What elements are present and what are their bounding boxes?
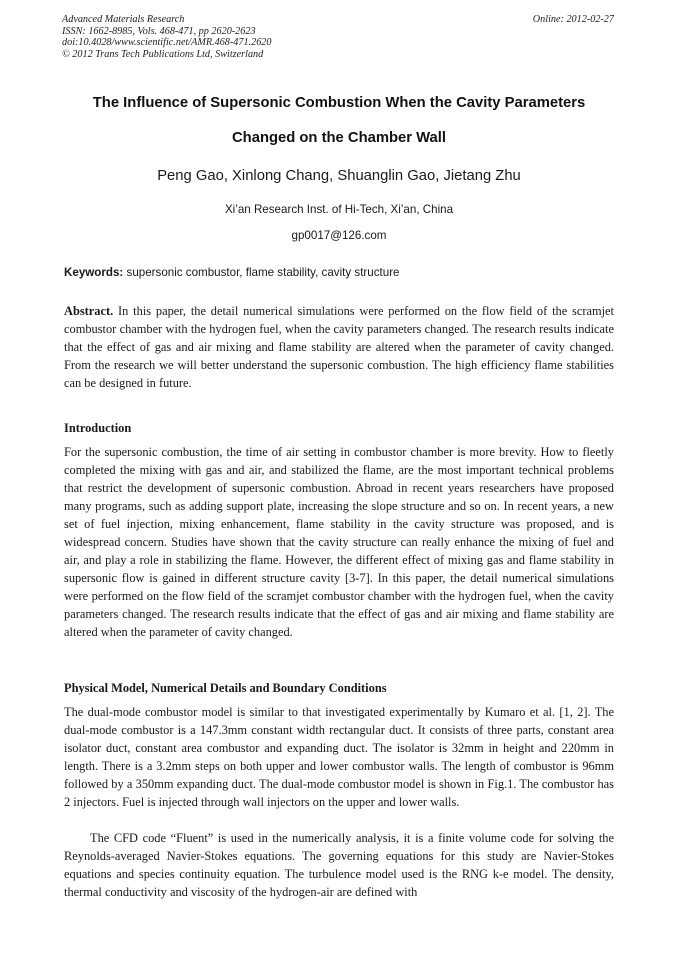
abstract: [64, 302, 614, 392]
contact-email: gp0017@126.com: [291, 229, 387, 242]
journal-header: [62, 14, 442, 60]
author-list: Peng Gao, Xinlong Chang, Shuanglin Gao, Jietang Zhu: [157, 168, 521, 184]
physical-model-paragraph-2: The CFD code “Fluent” is used in the numerically analysis, it is a finite volume code for solving the Reynolds-averaged Navier-Stokes equations. The governing equations for this study are Navier-Stokes equations and species continuity equation. The turbulence model used is the RNG k-e model. The density, thermal conductivity and viscosity of the hydrogen-air are defined with: [64, 831, 614, 899]
keywords-text: supersonic combustor, flame stability, cavity structure: [126, 266, 400, 279]
abstract-text: In this paper, the detail numerical simulations were performed on the flow field of the scramjet combustor chamber with the hydrogen fuel, when the cavity parameters changed. The research results indicate that the effect of gas and air mixing and flame stability are altered when the parameter of cavity changed. From the research we will better understand the supersonic combustion. The high efficiency flame stabilities can be designed in future.: [64, 304, 614, 390]
affiliation: Xi’an Research Inst. of Hi-Tech, Xi’an, China: [224, 203, 454, 216]
introduction-heading: Introduction: [64, 421, 132, 435]
copyright-line: © 2012 Trans Tech Publications Ltd, Switzerland: [62, 48, 264, 60]
paper-title: [40, 86, 638, 156]
introduction-paragraph: For the supersonic combustion, the time of air setting in combustor chamber is more brevity. How to fleetly completed the mixing with gas and air, and stabilized the flame, are the most important technical problems that restrict the development of supersonic combustion. Abroad in recent years researchers have proposed many programs, such as adding support plate, increasing the slope structure and so on. In recent years, a new set of fuel injection, mixing enhancement, flame stability in the cavity structure was proposed, and is widespread concern. Studies have shown that the cavity structure can really enhance the mixing of fuel and air, and play a role in stabilizing the flame. However, the different effect of mixing gas and flame stability in supersonic flow is gained in different structure cavity [3-7]. In this paper, the detail numerical simulations were performed on the flow field of the scramjet combustor chamber with the hydrogen fuel, when the cavity parameters changed. The research results indicate that the effect of gas and air mixing and flame stability are altered when the parameter of cavity changed.: [64, 445, 614, 639]
physical-model-heading: Physical Model, Numerical Details and Boundary Conditions: [64, 681, 387, 695]
title-line-2: Changed on the Chamber Wall: [231, 130, 447, 146]
doi-line: doi:10.4028/www.scientific.net/AMR.468-471.2620: [62, 37, 272, 48]
keywords: [64, 265, 616, 281]
issn-line: ISSN: 1662-8985, Vols. 468-471, pp 2620-2623: [62, 25, 256, 37]
physical-model-paragraph-1: The dual-mode combustor model is similar to that investigated experimentally by Kumaro et al. [1, 2]. The dual-mode combustor is a 147.3mm constant width rectangular duct. It consists of three parts, constant area isolator duct, constant area combustor and expanding duct. The isolator is 32mm in height and 220mm in length. There is a 3.2mm steps on both upper and lower combustor walls. The length of combustor is 96mm followed by a 350mm expanding duct. The dual-mode combustor model is shown in Fig.1. The combustor has 2 injectors. Fuel is injected through wall injectors on the upper and lower walls.: [64, 705, 614, 809]
title-line-1: The Influence of Supersonic Combustion When the Cavity Parameters: [92, 95, 586, 111]
journal-name: Advanced Materials Research: [62, 14, 185, 25]
online-date: Online: 2012-02-27: [532, 14, 614, 25]
abstract-label: Abstract.: [64, 304, 114, 318]
keywords-label: Keywords:: [64, 266, 124, 279]
